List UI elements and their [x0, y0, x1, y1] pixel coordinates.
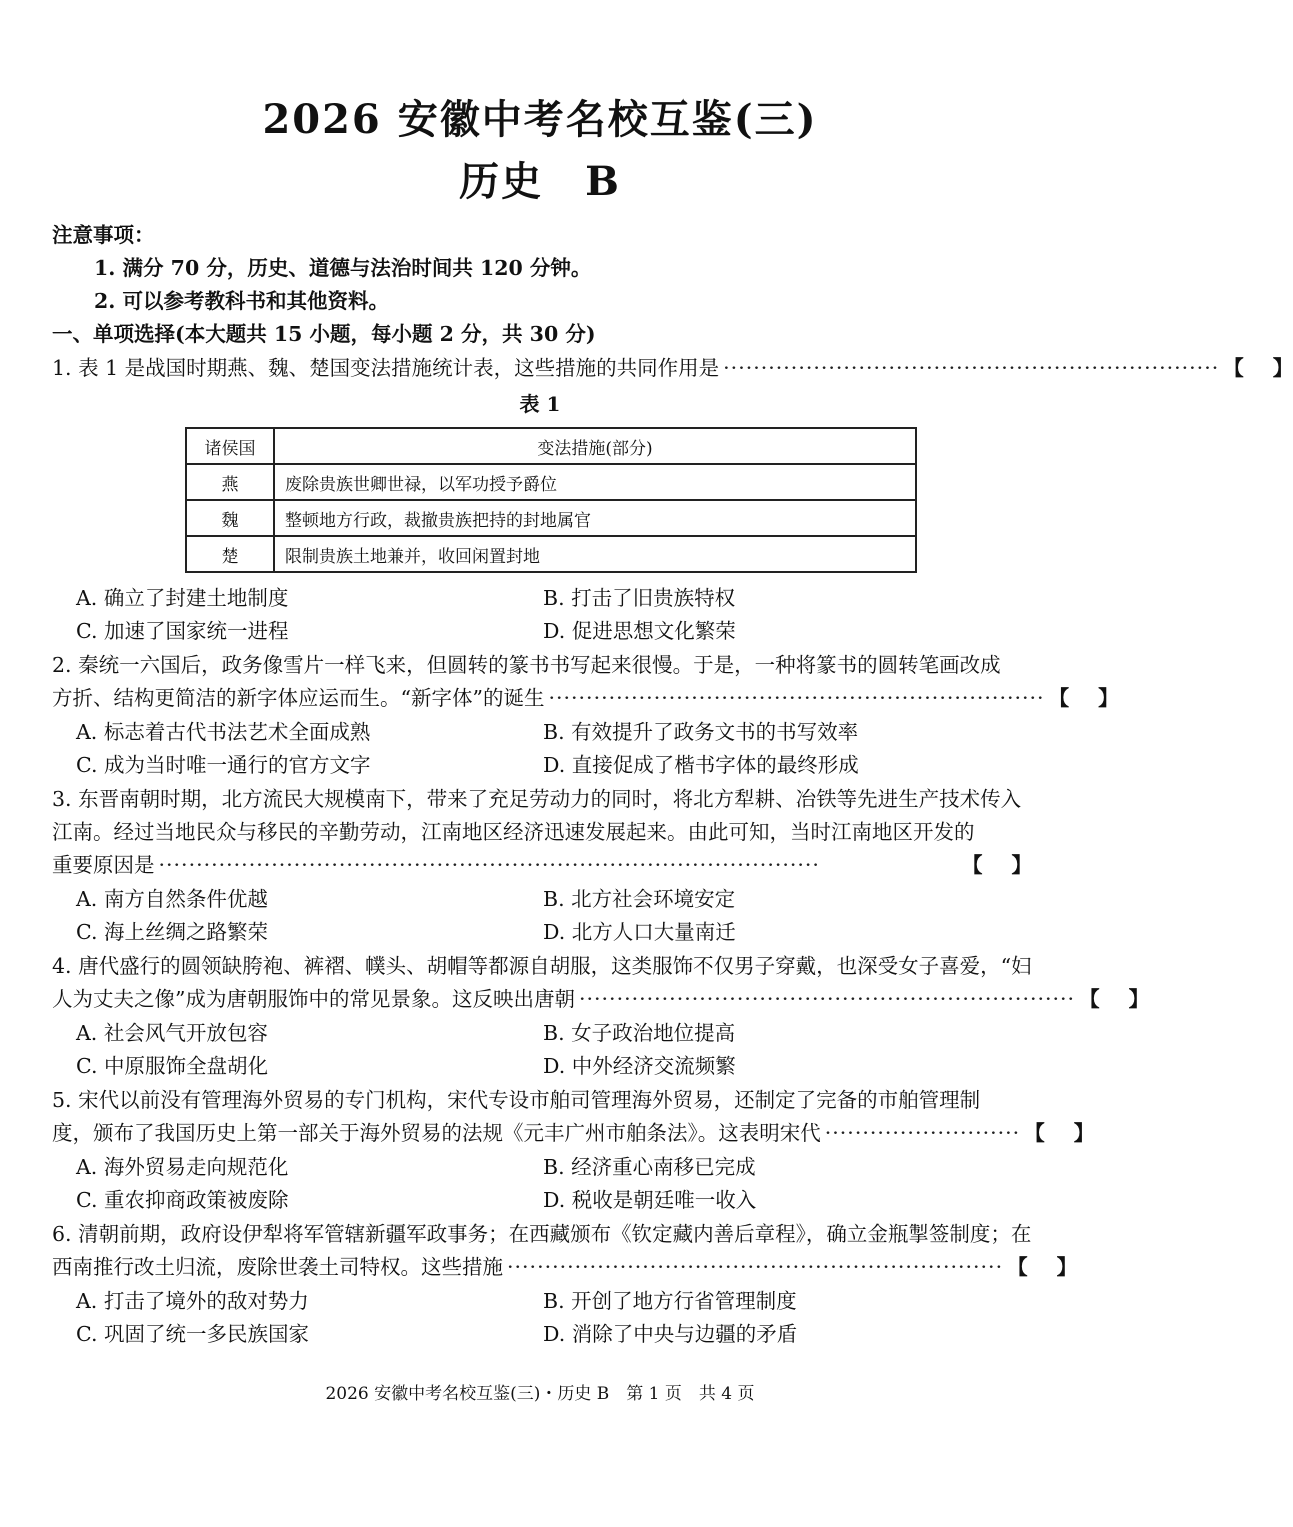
question-3-stem-end — [52, 849, 1032, 882]
leader-dots: ·························· — [824, 1121, 1021, 1145]
answer-bracket: 【 】 — [1048, 686, 1119, 710]
answer-bracket: 【 】 — [1223, 356, 1293, 380]
question-text: 西南推行改土归流，废除世袭土司特权。这些措施 — [52, 1255, 503, 1279]
option-c: C. 加速了国家统一进程 — [76, 619, 289, 643]
option-c: C. 成为当时唯一通行的官方文字 — [76, 753, 371, 777]
table-header-row — [186, 428, 916, 464]
table-cell: 魏 — [186, 500, 274, 536]
option-b: B. 开创了地方行省管理制度 — [543, 1289, 797, 1313]
option-c: C. 海上丝绸之路繁荣 — [76, 920, 268, 944]
table-cell: 整顿地方行政，裁撤贵族把持的封地属官 — [274, 500, 916, 536]
question-6-stem-cont — [52, 1251, 1078, 1284]
leader-dots: ························································································ — [158, 853, 820, 877]
table-cell: 废除贵族世卿世禄，以军功授予爵位 — [274, 464, 916, 500]
option-d: D. 消除了中央与边疆的矛盾 — [543, 1322, 798, 1346]
question-text: 1. 表 1 是战国时期燕、魏、楚国变法措施统计表，这些措施的共同作用是 — [52, 356, 720, 380]
option-d: D. 北方人口大量南迁 — [543, 920, 736, 944]
table-cell: 限制贵族土地兼并，收回闲置封地 — [274, 536, 916, 572]
question-text: 方折、结构更简洁的新字体应运而生。“新字体”的诞生 — [52, 686, 545, 710]
notes-item-2: 2. 可以参考教科书和其他资料。 — [94, 289, 390, 313]
leader-dots: ·································································· — [507, 1255, 1004, 1279]
option-a: A. 社会风气开放包容 — [76, 1021, 268, 1045]
question-text: 度，颁布了我国历史上第一部关于海外贸易的法规《元丰广州市舶条法》。这表明宋代 — [52, 1121, 821, 1145]
answer-bracket: 【 】 — [1007, 1255, 1078, 1279]
question-2-stem: 2. 秦统一六国后，政务像雪片一样飞来，但圆转的篆书书写起来很慢。于是，一种将篆书的圆转笔画改成 — [52, 653, 1001, 677]
table-header-cell: 变法措施(部分) — [274, 428, 916, 464]
table-cell: 燕 — [186, 464, 274, 500]
table-header-cell: 诸侯国 — [186, 428, 274, 464]
leader-dots: ·································································· — [548, 686, 1045, 710]
answer-bracket: 【 】 — [962, 853, 1032, 877]
exam-version: B — [585, 158, 621, 205]
question-text: 人为丈夫之像”成为唐朝服饰中的常见景象。这反映出唐朝 — [52, 987, 575, 1011]
option-a: A. 打击了境外的敌对势力 — [76, 1289, 309, 1313]
question-5-stem-cont — [52, 1117, 1095, 1150]
table-row — [186, 464, 916, 500]
answer-bracket: 【 】 — [1024, 1121, 1095, 1145]
question-4-stem-cont — [52, 983, 1150, 1016]
leader-dots: ·································································· — [723, 356, 1220, 380]
question-1-stem — [52, 352, 1293, 385]
option-d: D. 税收是朝廷唯一收入 — [543, 1188, 757, 1212]
question-3-stem: 3. 东晋南朝时期，北方流民大规模南下，带来了充足劳动力的同时，将北方犁耕、冶铁等先进生产技术传入 — [52, 787, 1022, 811]
question-2-stem-cont — [52, 682, 1119, 715]
option-c: C. 重农抑商政策被废除 — [76, 1188, 289, 1212]
option-a: A. 海外贸易走向规范化 — [76, 1155, 289, 1179]
question-4-stem: 4. 唐代盛行的圆领缺胯袍、裤褶、幞头、胡帽等都源自胡服，这类服饰不仅男子穿戴，也深受女子喜爱，“妇 — [52, 954, 1032, 978]
option-b: B. 经济重心南移已完成 — [543, 1155, 756, 1179]
question-text: 重要原因是 — [52, 853, 155, 877]
exam-title: 2026 安徽中考名校互鉴(三) — [262, 96, 818, 143]
option-d: D. 中外经济交流频繁 — [543, 1054, 736, 1078]
answer-bracket: 【 】 — [1079, 987, 1150, 1011]
option-c: C. 巩固了统一多民族国家 — [76, 1322, 309, 1346]
question-3-stem-cont: 江南。经过当地民众与移民的辛勤劳动，江南地区经济迅速发展起来。由此可知，当时江南地区开发的 — [52, 820, 975, 844]
notes-item-1: 1. 满分 70 分，历史、道德与法治时间共 120 分钟。 — [94, 256, 592, 280]
option-a: A. 南方自然条件优越 — [76, 887, 268, 911]
table-caption: 表 1 — [519, 392, 561, 416]
exam-subject: 历史 — [459, 158, 544, 205]
option-a: A. 确立了封建土地制度 — [76, 586, 289, 610]
option-b: B. 女子政治地位提高 — [543, 1021, 736, 1045]
option-d: D. 直接促成了楷书字体的最终形成 — [543, 753, 859, 777]
option-c: C. 中原服饰全盘胡化 — [76, 1054, 268, 1078]
reform-table — [185, 427, 917, 573]
option-d: D. 促进思想文化繁荣 — [543, 619, 736, 643]
option-b: B. 有效提升了政务文书的书写效率 — [543, 720, 859, 744]
option-a: A. 标志着古代书法艺术全面成熟 — [76, 720, 371, 744]
option-b: B. 北方社会环境安定 — [543, 887, 736, 911]
exam-subject-line — [0, 150, 1080, 207]
option-b: B. 打击了旧贵族特权 — [543, 586, 736, 610]
section-heading: 一、单项选择(本大题共 15 小题，每小题 2 分，共 30 分) — [52, 322, 596, 346]
page-footer: 2026 安徽中考名校互鉴(三)・历史 B 第 1 页 共 4 页 — [325, 1384, 755, 1404]
leader-dots: ·································································· — [578, 987, 1076, 1011]
table-row — [186, 536, 916, 572]
question-5-stem: 5. 宋代以前没有管理海外贸易的专门机构，宋代专设市舶司管理海外贸易，还制定了完备的市舶管理制 — [52, 1088, 981, 1112]
table-row — [186, 500, 916, 536]
table-cell: 楚 — [186, 536, 274, 572]
question-6-stem: 6. 清朝前期，政府设伊犁将军管辖新疆军政事务；在西藏颁布《钦定藏内善后章程》，确立金瓶掣签制度；在 — [52, 1222, 1032, 1246]
notes-heading: 注意事项： — [52, 223, 155, 247]
